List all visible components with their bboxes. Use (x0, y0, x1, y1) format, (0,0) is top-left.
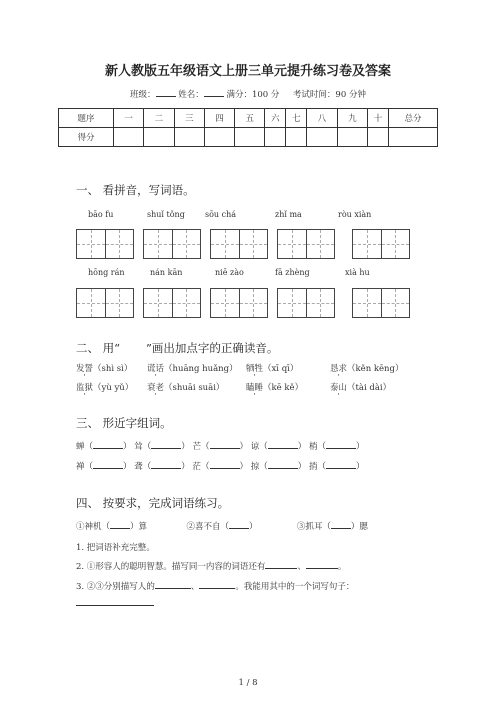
reading-item (147, 381, 224, 393)
idiom-row (76, 520, 368, 532)
reading-item (330, 381, 391, 393)
question-text: 、 (190, 582, 200, 592)
idiom-part: ）算 (130, 522, 148, 532)
writing-grid[interactable] (277, 229, 335, 259)
exam-info (0, 88, 496, 100)
score-header-cell: 题序 (59, 109, 114, 128)
class-blank (156, 88, 176, 97)
pinyin-label: xià hu (345, 268, 370, 277)
pinyin-label: nán kān (150, 268, 183, 277)
question-3 (76, 580, 354, 592)
score-header-cell: 三 (174, 109, 204, 128)
question-1: 1. 把词语补充完整。 (76, 543, 155, 553)
section2-heading-start: 二、 用“ (76, 341, 121, 355)
reading-options[interactable]: （kěn kēng） (347, 364, 404, 374)
question-text: 。 (337, 562, 347, 572)
idiom-part: ①神机（ (76, 522, 111, 532)
char: 蝉 (76, 442, 85, 452)
answer-blank[interactable] (93, 440, 123, 449)
answer-blank[interactable] (199, 580, 235, 589)
reading-item (76, 381, 133, 393)
answer-blank[interactable] (331, 520, 351, 529)
section4-heading: 四、 按要求，完成词语练习。 (76, 496, 230, 510)
pinyin-label: niē zào (215, 268, 244, 277)
score-cell[interactable] (144, 128, 174, 147)
char: 掠 (250, 462, 260, 472)
score-table (58, 108, 438, 147)
reading-item (246, 381, 303, 393)
time-label: 考试时间：90 分钟 (292, 90, 366, 100)
answer-blank[interactable] (93, 460, 123, 469)
reading-options[interactable]: （shuāi suāi） (164, 383, 225, 393)
writing-grid[interactable] (76, 229, 134, 259)
dotted-word: 瞌睡 (246, 383, 264, 393)
answer-blank[interactable] (265, 560, 297, 569)
answer-blank[interactable] (210, 440, 240, 449)
writing-grid[interactable] (352, 229, 410, 259)
writing-grid[interactable] (210, 288, 268, 318)
dotted-word: 恳求 (330, 364, 348, 374)
score-cell[interactable] (114, 128, 144, 147)
score-cell[interactable] (307, 128, 337, 147)
answer-blank[interactable] (306, 560, 338, 569)
score-cell[interactable] (204, 128, 234, 147)
writing-grid[interactable] (210, 229, 268, 259)
writing-grid[interactable] (76, 288, 134, 318)
reading-options[interactable]: （kē kě） (263, 383, 304, 393)
answer-blank[interactable] (210, 460, 240, 469)
idiom-part: ③抓耳（ (296, 522, 331, 532)
idiom-part: ②喜不自（ (186, 522, 229, 532)
page-number: 1 / 8 (238, 678, 258, 688)
answer-blank[interactable] (326, 460, 356, 469)
question-text: 2. ①形容人的聪明智慧。描写同一内容的词语还有 (76, 562, 266, 572)
class-label: 班级： (130, 90, 156, 100)
score-table-row (59, 128, 438, 147)
reading-options[interactable]: （shì sì） (93, 364, 133, 374)
writing-grid[interactable] (277, 288, 335, 318)
reading-options[interactable]: （yù yǔ） (93, 383, 134, 393)
score-cell[interactable] (389, 128, 438, 147)
char: 茫 (192, 462, 201, 472)
score-header-cell: 总分 (389, 109, 438, 128)
score-header-cell: 十 (368, 109, 389, 128)
score-header-cell: 九 (337, 109, 367, 128)
section3-heading: 三、 形近字组词。 (76, 416, 172, 430)
section2-heading (76, 340, 278, 356)
answer-blank[interactable] (110, 520, 130, 529)
reading-item (330, 362, 403, 374)
compound-row: 禅（ ） 聋（ ） 茫（ ） 掠（ ） 捎（ ） (76, 462, 365, 472)
section1-heading: 一、 看拼音，写词语。 (76, 183, 195, 197)
score-header-cell: 四 (204, 109, 234, 128)
question-2 (76, 560, 346, 572)
name-blank (204, 88, 224, 97)
compound-row: 蝉（ ） 耸（ ） 芒（ ） 谅（ ） 梢（ ） (76, 442, 365, 452)
answer-blank[interactable] (155, 580, 191, 589)
question-text: 、 (297, 562, 306, 572)
score-cell[interactable] (286, 128, 307, 147)
dotted-word: 谎话 (147, 364, 165, 374)
writing-grid[interactable] (143, 229, 201, 259)
answer-blank[interactable] (268, 440, 298, 449)
score-header-cell: 二 (144, 109, 174, 128)
char: 谅 (250, 442, 260, 452)
dotted-word: 牺牲 (246, 364, 264, 374)
writing-grid[interactable] (352, 288, 410, 318)
question-text: 。我能用其中的一个词写句子： (235, 582, 355, 592)
reading-options[interactable]: （xī qī） (263, 364, 299, 374)
char: 聋 (134, 462, 143, 472)
reading-item (246, 362, 298, 374)
pinyin-label: hōng rán (88, 268, 125, 277)
pinyin-label: zhǐ ma (275, 210, 302, 219)
score-cell[interactable] (174, 128, 204, 147)
score-cell[interactable] (337, 128, 367, 147)
char: 梢 (308, 442, 318, 452)
score-row-label: 得分 (59, 128, 114, 147)
dotted-word: 发誓 (76, 364, 94, 374)
section2-heading-end: ”画出加点字的正确读音。 (146, 341, 279, 355)
page-title: 新人教版五年级语文上册三单元提升练习卷及答案 (104, 64, 391, 79)
reading-item (76, 362, 132, 374)
score-header-cell: 五 (235, 109, 265, 128)
score-cell[interactable] (368, 128, 389, 147)
char: 捎 (308, 462, 318, 472)
char: 禅 (76, 462, 85, 472)
idiom-part: ） (248, 522, 258, 532)
idiom-part: ）腮 (350, 522, 368, 532)
answer-blank[interactable] (151, 460, 181, 469)
name-label: 姓名： (178, 90, 204, 100)
question-text: 3. ②③分别描写人的 (76, 582, 155, 592)
score-header-cell: 一 (114, 109, 144, 128)
sentence-answer-line[interactable] (76, 605, 154, 606)
dotted-word: 监狱 (76, 383, 94, 393)
score-table-header (59, 109, 438, 128)
score-header-cell: 七 (286, 109, 307, 128)
pinyin-label: shuǐ tǒng (147, 210, 185, 219)
pinyin-label: fā zhèng (275, 268, 310, 277)
writing-grid[interactable] (143, 288, 201, 318)
char: 耸 (134, 442, 143, 452)
answer-blank[interactable] (268, 460, 298, 469)
answer-blank[interactable] (326, 440, 356, 449)
reading-options[interactable]: （huāng huǎng） (164, 364, 238, 374)
answer-blank[interactable] (229, 520, 249, 529)
score-header-cell: 八 (307, 109, 337, 128)
reading-options[interactable]: （tài dài） (347, 383, 392, 393)
score-cell[interactable] (235, 128, 265, 147)
pinyin-label: ròu xiàn (338, 210, 372, 219)
answer-blank[interactable] (151, 440, 181, 449)
score-label: 满分：100 分 (226, 90, 280, 100)
score-header-cell: 六 (265, 109, 286, 128)
dotted-word: 衰老 (147, 383, 165, 393)
pinyin-label: bāo fu (88, 210, 114, 219)
score-cell[interactable] (265, 128, 286, 147)
reading-item (147, 362, 238, 374)
pinyin-label: sōu chá (205, 210, 237, 219)
char: 芒 (192, 442, 201, 452)
dotted-word: 泰山 (330, 383, 348, 393)
